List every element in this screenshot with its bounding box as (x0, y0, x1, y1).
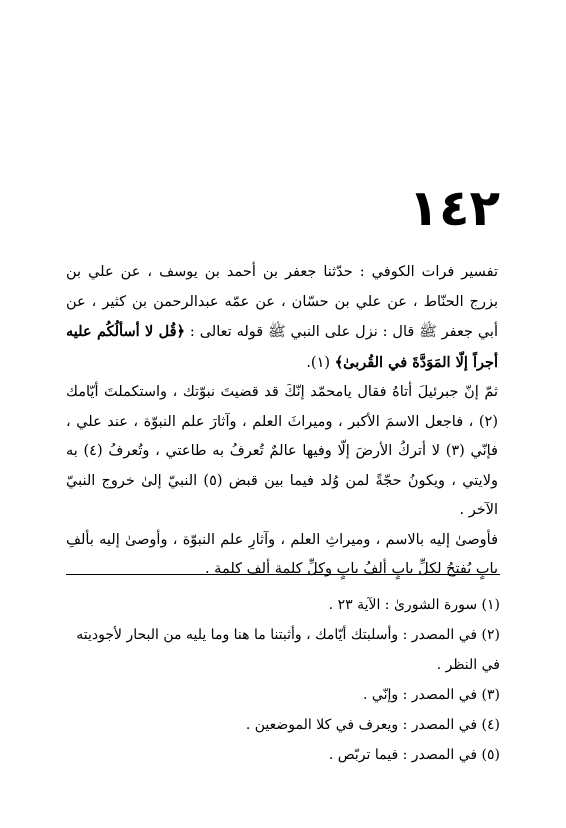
footnote-4: (٤) في المصدر : ويعرف في كلا الموضعين . (245, 717, 500, 733)
footnote-divider (66, 574, 500, 575)
hadith-number: ١٤٢ (408, 179, 500, 237)
footnotes (66, 590, 500, 770)
footnote-1: (١) سورة الشورىٰ : الآية ٢٣ . (328, 597, 500, 613)
hadith-body (66, 258, 498, 585)
narration-chain: تفسير فرات الكوفي : حدّثنا جعفر بن أحمد بن يوسف ، عن علي بن بزرج الحنّاط ، عن علي بن حسّان ، عن عمّه عبدالرحمن بن كثير ، عن أبي جعفر ﷺ قال : نزل على النبي ﷺ قوله تعالى : (66, 264, 499, 340)
footnote-2: (٢) في المصدر : وأسلبتك أيّامك ، وأثبتنا ما هنا وما يليه من البحار لأجوديته في النظر . (76, 627, 500, 673)
quran-verse: ﴿قُل لا أسألُكُم عليه أجراً إلّا المَوَدَّةَ في القُربىٰ﴾ (66, 323, 498, 371)
footnote-5: (٥) في المصدر : فيما تربّص . (328, 747, 500, 763)
paragraph-2: ثمّ إنّ جبرئيلَ أتاهُ فقال يامحمّد إنّكَ قد قضيتَ نبوّتك ، واستكملتَ أيّامك (٢) ، فاجعل الاسمَ الأكبر ، وميراثَ العلم ، وآثارَ علم النبوّة ، عند علي ، فإنّي (٣) لا أتركُ الأرضَ إلّا وفيها عالمٌ تُعرفُ به طاعتي ، وتُعرفُ (٤) به ولايتي ، ويكونُ حجّةً لمن وُلد فيما بين قبض (٥) النبيّ إلىٰ خروج النبيّ الآخر . (66, 384, 498, 518)
paragraph-3: فأوصىٰ إليه بالاسم ، وميراثِ العلم ، وآثارِ علم النبوّة ، وأوصىٰ إليه بألفِ بابٍ يُفتحُ لكلِّ بابٍ ألفُ بابٍ وكلِّ كلمة ألف كلمة . (66, 531, 498, 577)
paragraph-1 (66, 258, 498, 378)
footnote-3: (٣) في المصدر : وإنّي . (363, 687, 500, 703)
verse-footnote-ref: (١). (306, 354, 331, 371)
